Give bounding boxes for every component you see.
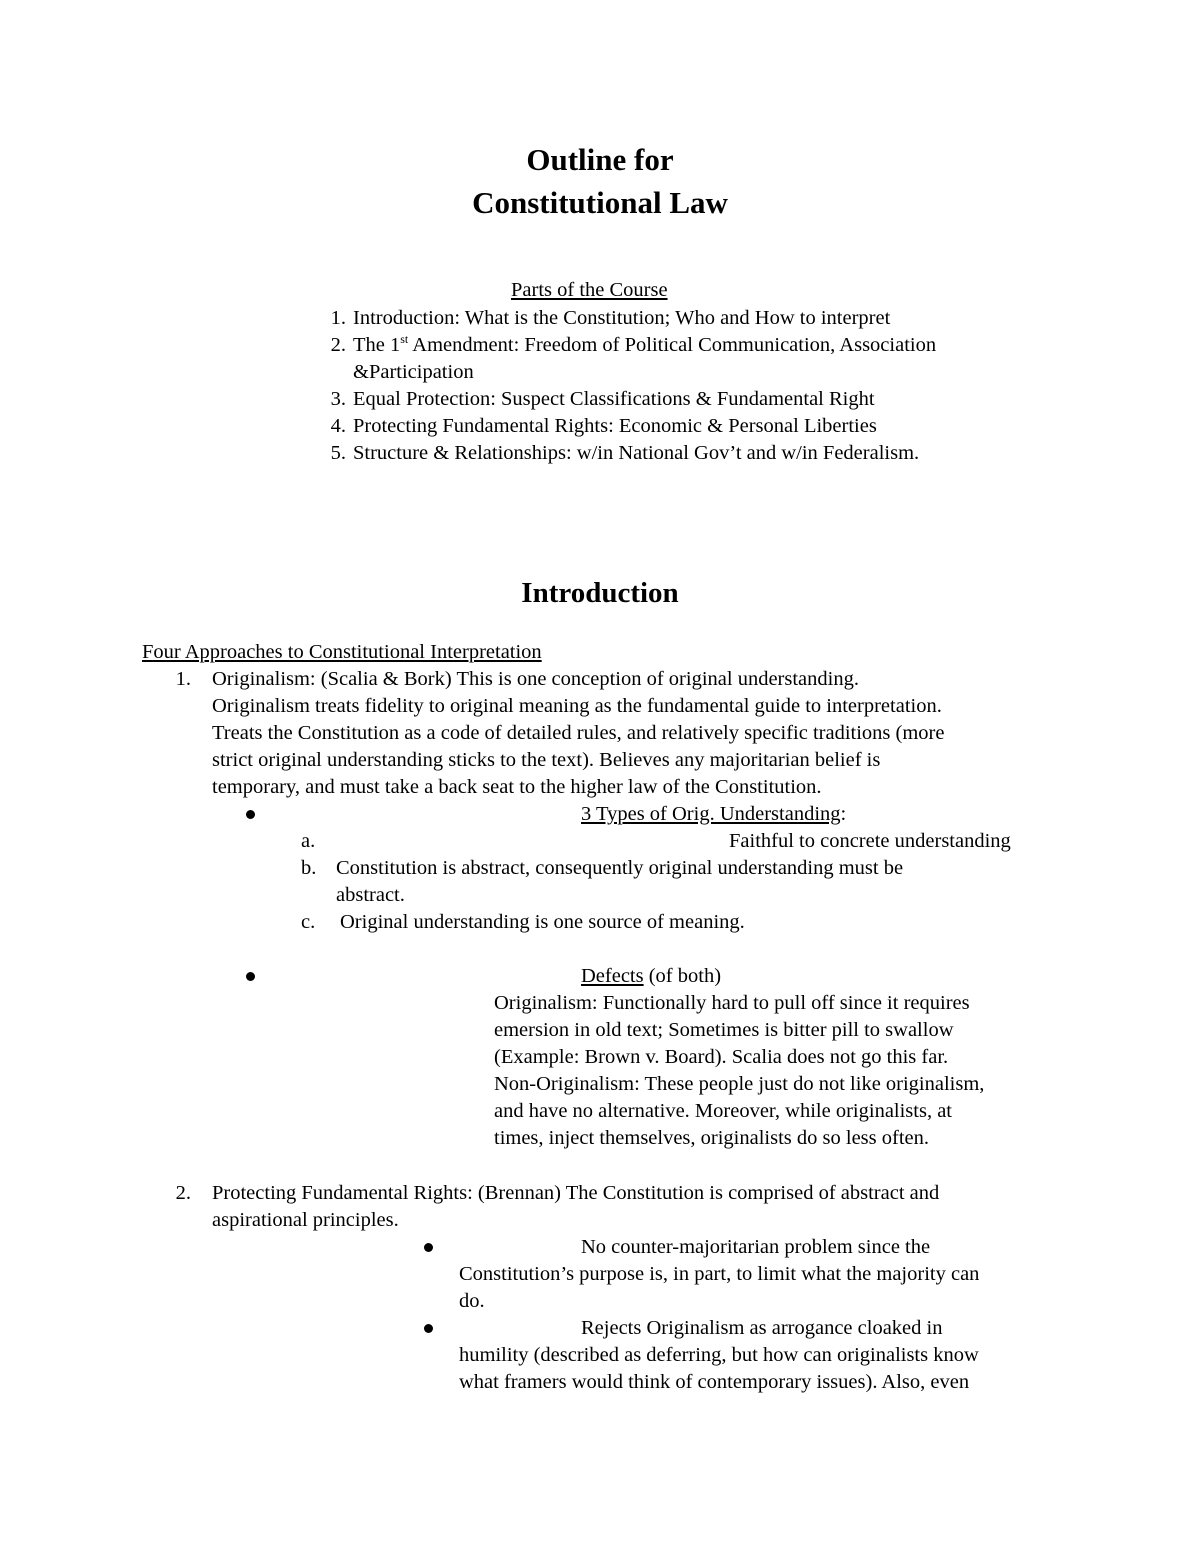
approach-1-line: Treats the Constitution as a code of detailed rules, and relatively specific traditions (more — [212, 722, 945, 744]
parts-item-3-number: 3. — [330, 388, 346, 410]
approach-1-line: Originalism treats fidelity to original meaning as the fundamental guide to interpretation. — [212, 695, 942, 717]
introduction-heading: Introduction — [521, 577, 679, 609]
bullet-dot — [424, 1324, 433, 1333]
defects-heading — [581, 963, 721, 990]
defects-line: times, inject themselves, originalists do so less often. — [494, 1127, 929, 1149]
approaches-heading: Four Approaches to Constitutional Interpretation — [142, 641, 542, 663]
approach-1-line: Originalism: (Scalia & Bork) This is one conception of original understanding. — [212, 668, 859, 690]
bullet-dot — [424, 1243, 433, 1252]
approach-2-bullet-1-line: do. — [459, 1290, 485, 1312]
parts-item-3: Equal Protection: Suspect Classifications & Fundamental Right — [353, 388, 875, 410]
approach-2-bullet-2-line: Rejects Originalism as arrogance cloaked in — [581, 1317, 943, 1339]
defects-line: and have no alternative. Moreover, while originalists, at — [494, 1100, 953, 1122]
approach-2-line: aspirational principles. — [212, 1209, 399, 1231]
approach-2-bullet-1-line: Constitution’s purpose is, in part, to limit what the majority can — [459, 1263, 980, 1285]
type-a-text: Faithful to concrete understanding — [729, 830, 1011, 852]
type-c-text: Original understanding is one source of meaning. — [340, 911, 745, 933]
parts-item-2 — [353, 332, 936, 359]
document-title-line-1: Outline for — [526, 142, 674, 177]
parts-item-1: Introduction: What is the Constitution; Who and How to interpret — [353, 307, 891, 329]
bullet-dot — [246, 810, 255, 819]
parts-item-2-pre: The 1 — [353, 334, 401, 356]
type-b-letter: b. — [301, 857, 317, 879]
bullet-dot — [246, 972, 255, 981]
document-title-line-2: Constitutional Law — [472, 185, 728, 220]
type-b-text: Constitution is abstract, consequently original understanding must be — [336, 857, 904, 879]
defects-line: Originalism: Functionally hard to pull off since it requires — [494, 992, 970, 1014]
parts-item-4-number: 4. — [330, 415, 346, 437]
approach-2-bullet-2-line: humility (described as deferring, but how can originalists know — [459, 1344, 979, 1366]
parts-item-1-number: 1. — [330, 307, 346, 329]
type-b-text-cont: abstract. — [336, 884, 405, 906]
types-heading-text: 3 Types of Orig. Understanding — [581, 803, 841, 825]
defects-heading-suffix: (of both) — [643, 965, 722, 987]
parts-item-5: Structure & Relationships: w/in National Gov’t and w/in Federalism. — [353, 442, 920, 464]
parts-item-2-post: Amendment: Freedom of Political Communication, Association — [408, 334, 937, 356]
approach-2-bullet-1-line: No counter-majoritarian problem since the — [581, 1236, 931, 1258]
parts-heading: Parts of the Course — [511, 279, 668, 301]
approach-1-line: temporary, and must take a back seat to the higher law of the Constitution. — [212, 776, 822, 798]
parts-item-2-continuation: &Participation — [353, 361, 474, 383]
approach-1-number: 1. — [175, 668, 191, 690]
approach-1-line: strict original understanding sticks to the text). Believes any majoritarian belief is — [212, 749, 881, 771]
approach-2-bullet-2-line: what framers would think of contemporary issues). Also, even — [459, 1371, 970, 1393]
parts-item-2-sup: st — [400, 332, 409, 346]
defects-line: Non-Originalism: These people just do not like originalism, — [494, 1073, 985, 1095]
parts-item-5-number: 5. — [330, 442, 346, 464]
defects-line: emersion in old text; Sometimes is bitter pill to swallow — [494, 1019, 954, 1041]
defects-line: (Example: Brown v. Board). Scalia does not go this far. — [494, 1046, 949, 1068]
approach-2-line: Protecting Fundamental Rights: (Brennan) The Constitution is comprised of abstract and — [212, 1182, 940, 1204]
approach-2-number: 2. — [175, 1182, 191, 1204]
types-heading-colon: : — [840, 803, 847, 825]
parts-item-4: Protecting Fundamental Rights: Economic & Personal Liberties — [353, 415, 877, 437]
types-heading — [581, 801, 846, 828]
parts-item-2-number: 2. — [330, 334, 346, 356]
type-a-letter: a. — [301, 830, 316, 852]
defects-heading-text: Defects — [581, 965, 644, 987]
type-c-letter: c. — [301, 911, 316, 933]
